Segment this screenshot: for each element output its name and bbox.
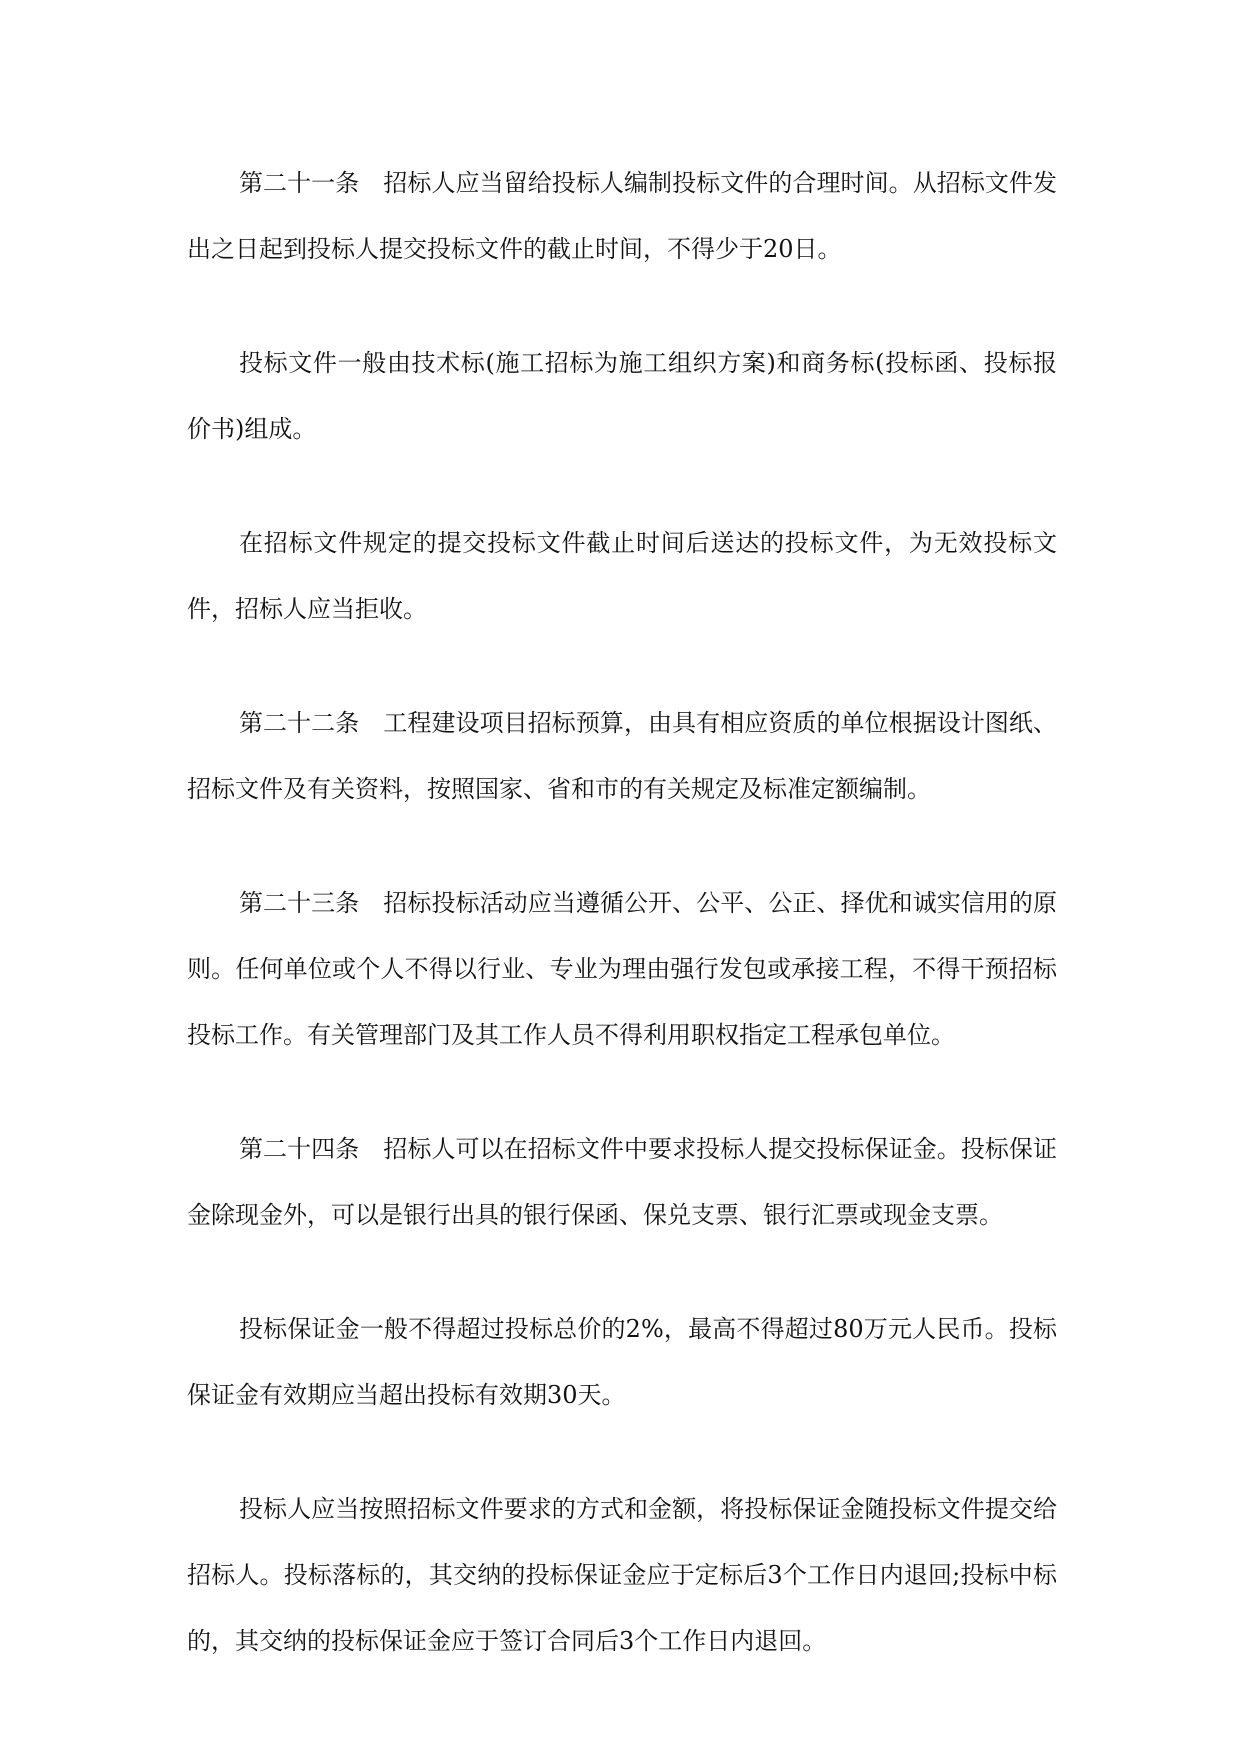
paragraph-article-22: 第二十二条 工程建设项目招标预算，由具有相应资质的单位根据设计图纸、招标文件及有关资料，按照国家、省和市的有关规定及标准定额编制。: [187, 709, 1057, 803]
paragraph-article-21: 第二十一条 招标人应当留给投标人编制投标文件的合理时间。从招标文件发出之日起到投标人提交投标文件的截止时间，不得少于20日。: [187, 169, 1057, 263]
document-page: [187, 150, 1057, 1722]
paragraph-bid-composition: 投标文件一般由技术标(施工招标为施工组织方案)和商务标(投标函、投标报价书)组成。: [187, 349, 1057, 443]
paragraph-article-23: 第二十三条 招标投标活动应当遵循公开、公平、公正、择优和诚实信用的原则。任何单位或个人不得以行业、专业为理由强行发包或承接工程，不得干预招标投标工作。有关管理部门及其工作人员不得利用职权指定工程承包单位。: [187, 889, 1057, 1049]
paragraph-late-submission: 在招标文件规定的提交投标文件截止时间后送达的投标文件，为无效投标文件，招标人应当拒收。: [187, 529, 1057, 623]
paragraph-article-24: 第二十四条 招标人可以在招标文件中要求投标人提交投标保证金。投标保证金除现金外，可以是银行出具的银行保函、保兑支票、银行汇票或现金支票。: [187, 1135, 1057, 1229]
paragraph-deposit-refund: 投标人应当按照招标文件要求的方式和金额，将投标保证金随投标文件提交给招标人。投标落标的，其交纳的投标保证金应于定标后3个工作日内退回;投标中标的，其交纳的投标保证金应于签订合同后3个工作日内退回。: [187, 1495, 1057, 1655]
paragraph-deposit-limit: 投标保证金一般不得超过投标总价的2%，最高不得超过80万元人民币。投标保证金有效期应当超出投标有效期30天。: [187, 1315, 1057, 1409]
